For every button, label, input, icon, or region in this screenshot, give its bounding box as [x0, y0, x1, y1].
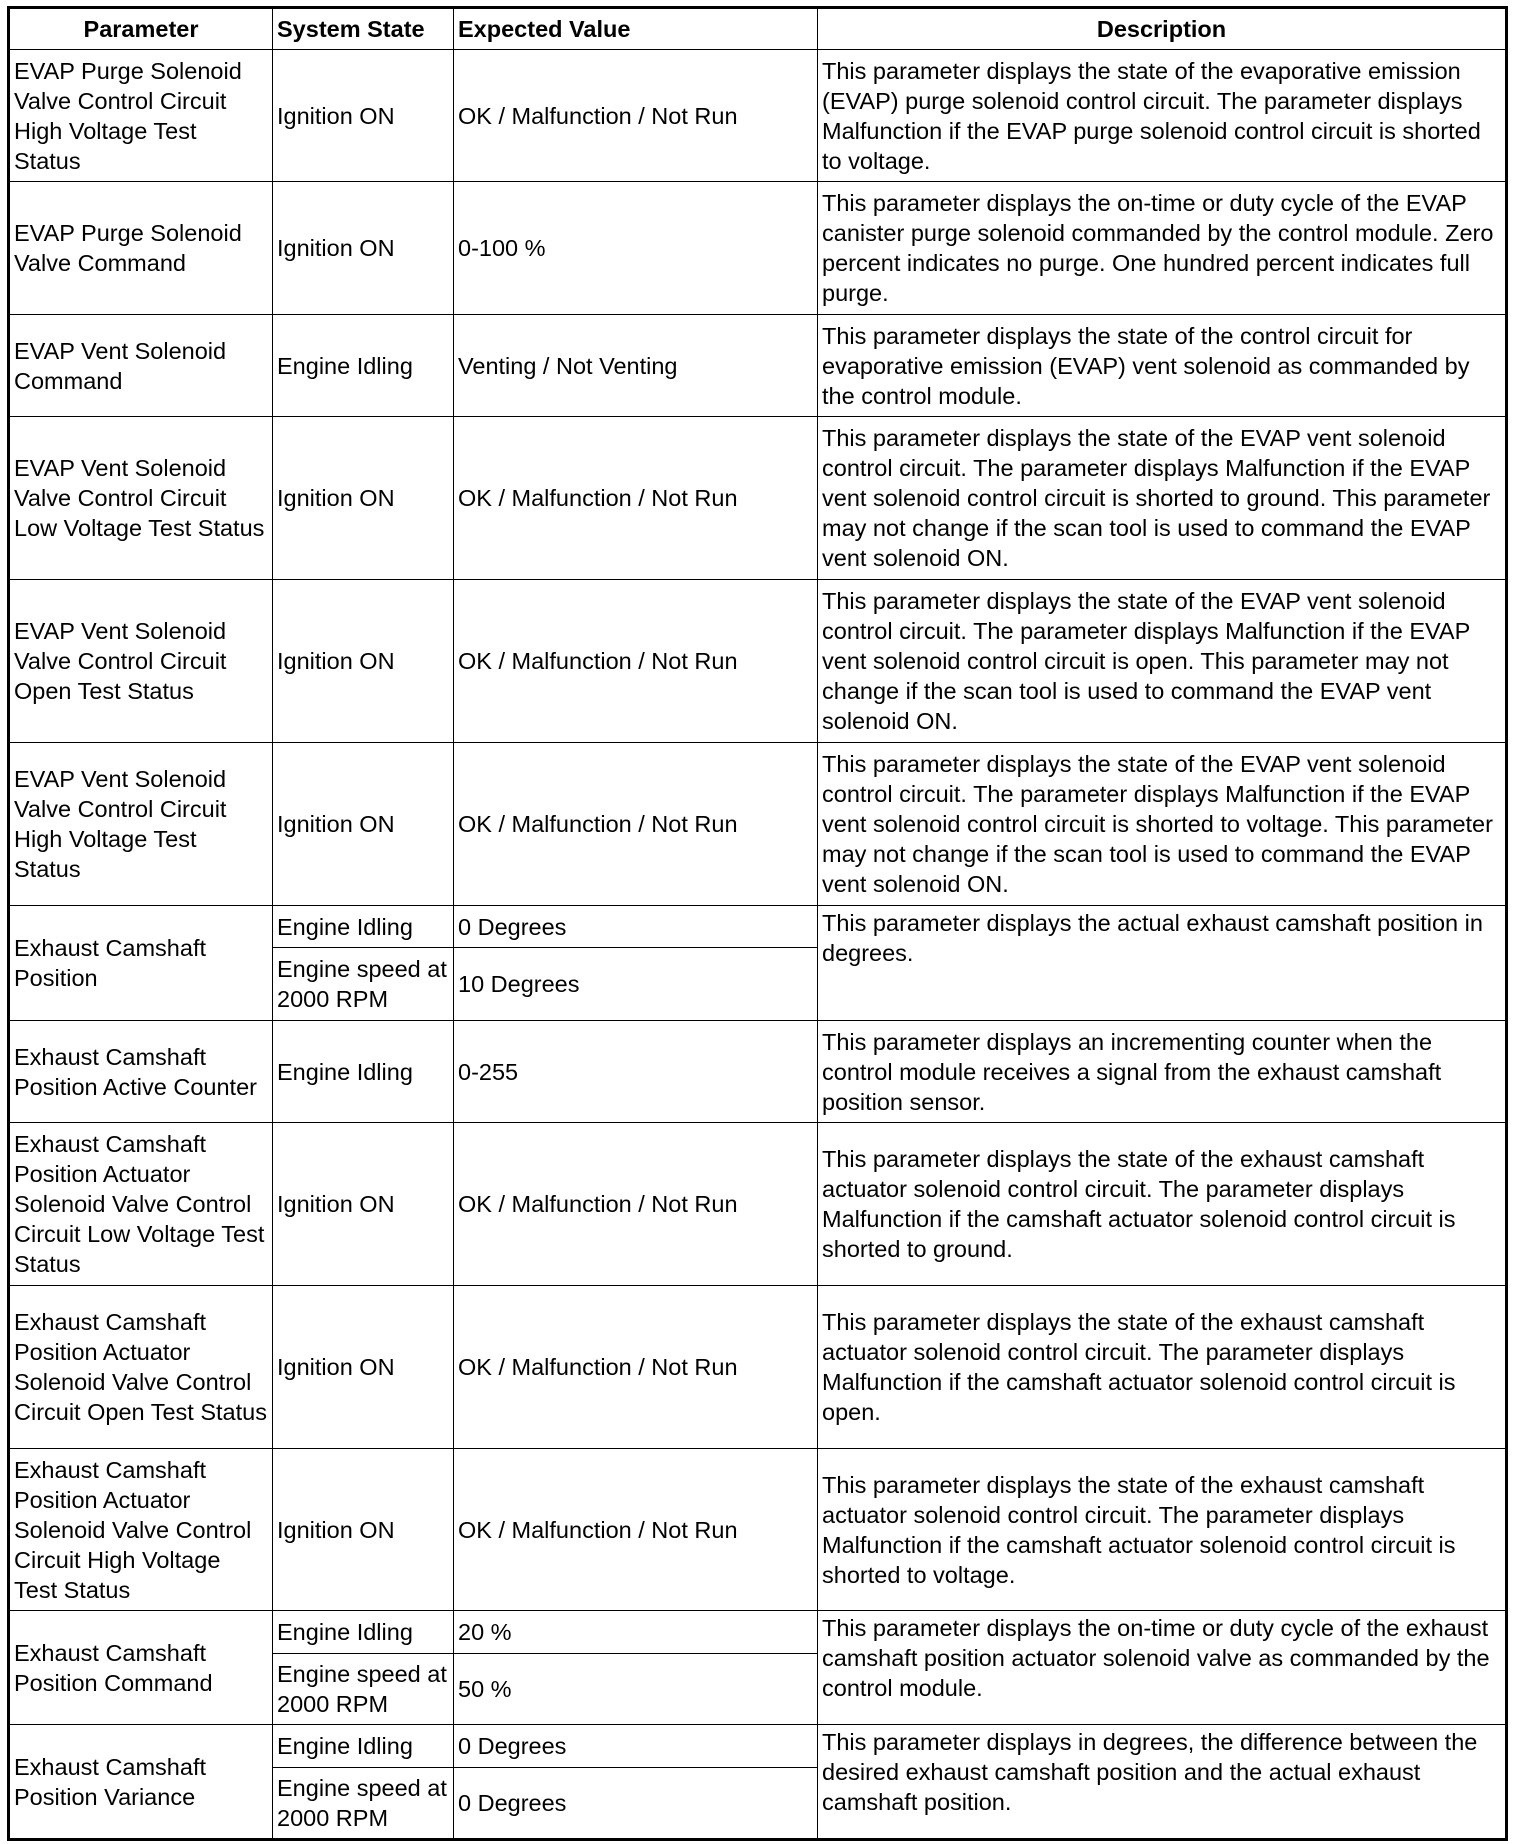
- parameter-cell: EVAP Purge Solenoid Valve Command: [9, 182, 273, 315]
- parameter-cell: EVAP Vent Solenoid Command: [9, 315, 273, 417]
- description-cell: This parameter displays the state of the exhaust camshaft actuator solenoid control circuit. The parameter displays Malfunction if the camshaft actuator solenoid control circuit is open.: [818, 1286, 1507, 1449]
- header-expected-value: Expected Value: [454, 8, 818, 50]
- system-state-cell: Ignition ON: [273, 417, 454, 580]
- expected-value-cell: OK / Malfunction / Not Run: [454, 1286, 818, 1449]
- parameter-cell: Exhaust Camshaft Position Command: [9, 1611, 273, 1725]
- expected-value-cell: OK / Malfunction / Not Run: [454, 1449, 818, 1611]
- system-state-cell: Engine Idling: [273, 1021, 454, 1123]
- table-row: [9, 1286, 1507, 1449]
- table-row: [9, 1021, 1507, 1123]
- system-state-cell: Engine Idling: [273, 1725, 454, 1768]
- system-state-cell: Ignition ON: [273, 1123, 454, 1286]
- description-cell: This parameter displays the state of the EVAP vent solenoid control circuit. The parameter displays Malfunction if the EVAP vent solenoid control circuit is shorted to voltage. This parameter may not change if the scan tool is used to command the EVAP vent solenoid ON.: [818, 743, 1507, 906]
- parameter-cell: Exhaust Camshaft Position Active Counter: [9, 1021, 273, 1123]
- system-state-cell: Engine Idling: [273, 1611, 454, 1654]
- expected-value-cell: Venting / Not Venting: [454, 315, 818, 417]
- description-cell: This parameter displays the state of the EVAP vent solenoid control circuit. The parameter displays Malfunction if the EVAP vent solenoid control circuit is open. This parameter may not change if the scan tool is used to command the EVAP vent solenoid ON.: [818, 580, 1507, 743]
- description-cell: This parameter displays the on-time or duty cycle of the EVAP canister purge solenoid commanded by the control module. Zero percent indicates no purge. One hundred percent indicates full purge.: [818, 182, 1507, 315]
- header-system-state: System State: [273, 8, 454, 50]
- description-cell: This parameter displays an incrementing counter when the control module receives a signal from the exhaust camshaft position sensor.: [818, 1021, 1507, 1123]
- parameter-cell: Exhaust Camshaft Position Actuator Solenoid Valve Control Circuit High Voltage Test Status: [9, 1449, 273, 1611]
- system-state-cell: Engine Idling: [273, 315, 454, 417]
- system-state-cell: Engine speed at 2000 RPM: [273, 1768, 454, 1840]
- table-row: [9, 315, 1507, 417]
- table-row: [9, 1725, 1507, 1768]
- expected-value-cell: OK / Malfunction / Not Run: [454, 743, 818, 906]
- parameter-cell: Exhaust Camshaft Position: [9, 906, 273, 1021]
- description-cell: This parameter displays the state of the evaporative emission (EVAP) purge solenoid control circuit. The parameter displays Malfunction if the EVAP purge solenoid control circuit is shorted to voltage.: [818, 50, 1507, 182]
- system-state-cell: Engine Idling: [273, 906, 454, 948]
- parameter-cell: Exhaust Camshaft Position Actuator Solenoid Valve Control Circuit Low Voltage Test Status: [9, 1123, 273, 1286]
- table-row: [9, 1123, 1507, 1286]
- header-row: [9, 8, 1507, 50]
- header-description: Description: [818, 8, 1507, 50]
- expected-value-cell: OK / Malfunction / Not Run: [454, 1123, 818, 1286]
- table-row: [9, 1449, 1507, 1611]
- table-row: [9, 743, 1507, 906]
- parameter-table: [7, 6, 1508, 1841]
- description-cell: This parameter displays the state of the control circuit for evaporative emission (EVAP) vent solenoid as commanded by the control module.: [818, 315, 1507, 417]
- system-state-cell: Engine speed at 2000 RPM: [273, 948, 454, 1021]
- parameter-cell: EVAP Purge Solenoid Valve Control Circuit High Voltage Test Status: [9, 50, 273, 182]
- expected-value-cell: OK / Malfunction / Not Run: [454, 50, 818, 182]
- system-state-cell: Ignition ON: [273, 743, 454, 906]
- system-state-cell: Ignition ON: [273, 182, 454, 315]
- table-row: [9, 580, 1507, 743]
- expected-value-cell: OK / Malfunction / Not Run: [454, 580, 818, 743]
- description-cell: This parameter displays the on-time or duty cycle of the exhaust camshaft position actuator solenoid valve as commanded by the control module.: [818, 1611, 1507, 1725]
- description-cell: This parameter displays the state of the exhaust camshaft actuator solenoid control circuit. The parameter displays Malfunction if the camshaft actuator solenoid control circuit is shorted to voltage.: [818, 1449, 1507, 1611]
- expected-value-cell: 0-255: [454, 1021, 818, 1123]
- table-row: [9, 417, 1507, 580]
- table-row: [9, 1611, 1507, 1654]
- system-state-cell: Ignition ON: [273, 50, 454, 182]
- table-row: [9, 50, 1507, 182]
- expected-value-cell: 0-100 %: [454, 182, 818, 315]
- parameter-cell: Exhaust Camshaft Position Actuator Solenoid Valve Control Circuit Open Test Status: [9, 1286, 273, 1449]
- description-cell: This parameter displays the actual exhaust camshaft position in degrees.: [818, 906, 1507, 1021]
- parameter-cell: EVAP Vent Solenoid Valve Control Circuit Open Test Status: [9, 580, 273, 743]
- expected-value-cell: 50 %: [454, 1654, 818, 1725]
- system-state-cell: Ignition ON: [273, 1449, 454, 1611]
- header-parameter: Parameter: [9, 8, 273, 50]
- parameter-cell: Exhaust Camshaft Position Variance: [9, 1725, 273, 1840]
- parameter-cell: EVAP Vent Solenoid Valve Control Circuit High Voltage Test Status: [9, 743, 273, 906]
- expected-value-cell: 0 Degrees: [454, 906, 818, 948]
- expected-value-cell: OK / Malfunction / Not Run: [454, 417, 818, 580]
- parameter-cell: EVAP Vent Solenoid Valve Control Circuit Low Voltage Test Status: [9, 417, 273, 580]
- description-cell: This parameter displays the state of the exhaust camshaft actuator solenoid control circuit. The parameter displays Malfunction if the camshaft actuator solenoid control circuit is shorted to ground.: [818, 1123, 1507, 1286]
- system-state-cell: Ignition ON: [273, 580, 454, 743]
- expected-value-cell: 0 Degrees: [454, 1768, 818, 1840]
- expected-value-cell: 20 %: [454, 1611, 818, 1654]
- expected-value-cell: 0 Degrees: [454, 1725, 818, 1768]
- table-row: [9, 182, 1507, 315]
- description-cell: This parameter displays in degrees, the difference between the desired exhaust camshaft position and the actual exhaust camshaft position.: [818, 1725, 1507, 1840]
- system-state-cell: Ignition ON: [273, 1286, 454, 1449]
- system-state-cell: Engine speed at 2000 RPM: [273, 1654, 454, 1725]
- description-cell: This parameter displays the state of the EVAP vent solenoid control circuit. The parameter displays Malfunction if the EVAP vent solenoid control circuit is shorted to ground. This parameter may not change if the scan tool is used to command the EVAP vent solenoid ON.: [818, 417, 1507, 580]
- expected-value-cell: 10 Degrees: [454, 948, 818, 1021]
- table-row: [9, 906, 1507, 948]
